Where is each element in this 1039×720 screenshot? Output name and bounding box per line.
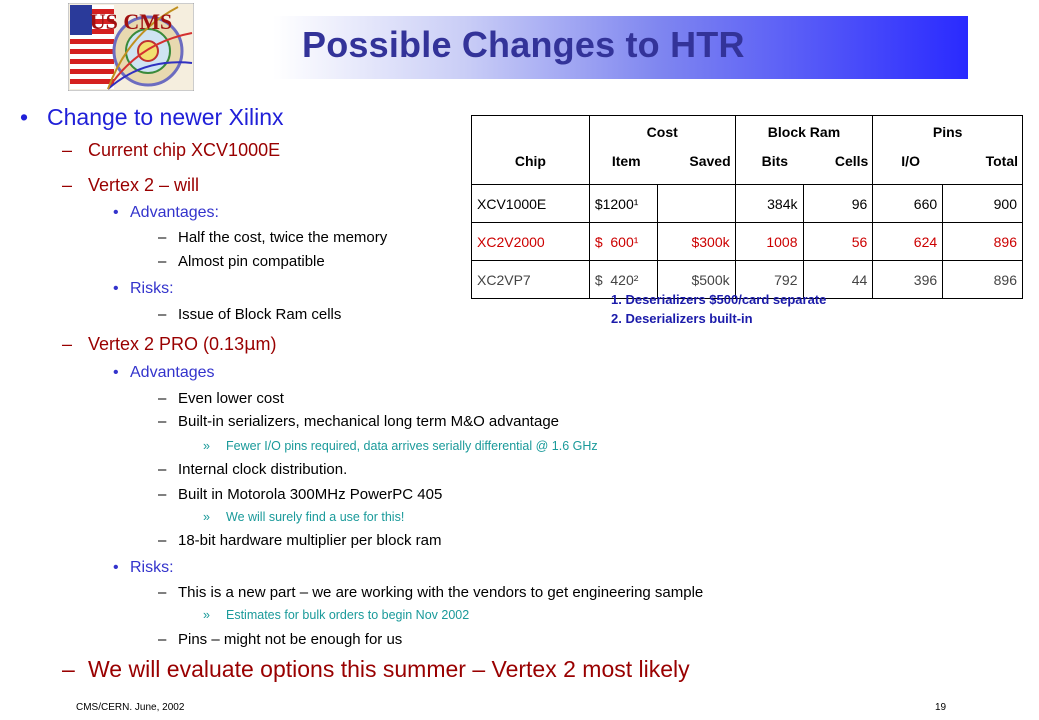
bullet-marker: – [158, 390, 167, 407]
table-cell: 384k [735, 185, 803, 223]
bullet-marker: • [113, 204, 119, 221]
header-cell [735, 116, 873, 185]
logo-text: US CMS [89, 9, 173, 34]
table-cell: 624 [873, 223, 943, 261]
bullet-level3 [113, 204, 219, 222]
bullet-level4 [158, 486, 442, 503]
bullet-marker: – [158, 532, 167, 549]
bullet-marker: • [113, 559, 119, 576]
bullet-marker: – [62, 140, 73, 160]
bullet-level3 [113, 280, 174, 298]
bullet-level4 [158, 306, 341, 323]
bullet-text: Half the cost, twice the memory [178, 229, 388, 246]
table-cell: $1200¹ [589, 185, 657, 223]
group-header: Cost [646, 124, 678, 140]
bullet-text: Vertex 2 – will [88, 175, 200, 195]
bullet-marker: • [20, 104, 29, 130]
bullet-text: We will surely find a use for this! [226, 510, 405, 524]
table-cell: $300k [657, 223, 735, 261]
table-cell: 660 [873, 185, 943, 223]
bullet-marker: – [158, 461, 167, 478]
group-header: Pins [932, 124, 963, 140]
table-cell: XC2V2000 [472, 223, 590, 261]
bullet-text: Issue of Block Ram cells [178, 306, 342, 323]
bullet-level4 [158, 253, 325, 270]
table-cell: 792 [735, 261, 803, 299]
bullet-marker: – [158, 631, 167, 648]
header-cell [873, 116, 1023, 185]
table-cell: 896 [943, 223, 1023, 261]
bullet-text: Almost pin compatible [178, 253, 325, 270]
bullet-text: m) [255, 334, 277, 354]
bullet-text: Pins – might not be enough for us [178, 631, 403, 648]
table-cell: 44 [803, 261, 873, 299]
bullet-level4 [158, 390, 284, 407]
bullet-marker: – [158, 253, 167, 270]
table-cell [657, 185, 735, 223]
bullet-marker: – [62, 334, 73, 354]
table-cell: 96 [803, 185, 873, 223]
bullet-text: Built in Motorola 300MHz PowerPC 405 [178, 486, 443, 503]
bullet-level4 [158, 584, 703, 601]
bullet-level4 [158, 631, 402, 648]
bullet-marker: – [158, 413, 167, 430]
bullet-level5 [203, 608, 469, 622]
bullet-level3 [113, 559, 174, 577]
bullet-marker: » [203, 608, 210, 622]
mu-symbol: μ [244, 334, 256, 355]
bullet-marker: » [203, 510, 210, 524]
bullet-text: Current chip XCV1000E [88, 140, 281, 160]
bullet-marker: » [203, 439, 210, 453]
table-cell: XCV1000E [472, 185, 590, 223]
bullet-text: Risks: [130, 559, 174, 576]
bullet-level2 [62, 175, 199, 196]
bullet-text: Built-in serializers, mechanical long term M&O advantage [178, 413, 559, 430]
bullet-level5 [203, 439, 598, 453]
chip-comparison-table [471, 115, 1023, 299]
bullet-marker: – [62, 175, 73, 195]
bullet-text: Advantages: [130, 204, 219, 221]
table-footnote: 2. Deserializers built-in [611, 311, 753, 326]
header-cell [589, 116, 735, 185]
column-header: Bits [761, 153, 789, 169]
bullet-level2 [62, 656, 690, 683]
table-cell: 396 [873, 261, 943, 299]
group-header: Block Ram [767, 124, 841, 140]
bullet-level4 [158, 461, 347, 478]
table-footnote: 1. Deserializers $500/card separate [611, 292, 827, 307]
table-cell: 1008 [735, 223, 803, 261]
uscms-logo [68, 3, 194, 91]
column-header: Total [985, 153, 1018, 169]
column-header: Cells [834, 153, 869, 169]
bullet-level2 [62, 140, 280, 161]
bullet-text: Internal clock distribution. [178, 461, 348, 478]
bullet-level4 [158, 532, 441, 549]
bullet-level3 [113, 364, 215, 382]
table-cell: $ 600¹ [589, 223, 657, 261]
bullet-marker: – [158, 584, 167, 601]
bullet-marker: – [62, 656, 75, 682]
bullet-level1 [20, 104, 284, 131]
table-cell: XC2VP7 [472, 261, 590, 299]
slide-number: 19 [935, 702, 947, 713]
column-header: Saved [689, 153, 731, 169]
table-row [472, 223, 1023, 261]
column-header: Item [611, 153, 641, 169]
bullet-text: Vertex 2 PRO (0.13 [88, 334, 245, 354]
bullet-text: Fewer I/O pins required, data arrives serially differential @ 1.6 GHz [226, 439, 598, 453]
bullet-text: Risks: [130, 280, 174, 297]
column-header: I/O [901, 153, 920, 169]
bullet-text: We will evaluate options this summer – Vertex 2 most likely [88, 656, 690, 682]
bullet-text: Even lower cost [178, 390, 284, 407]
column-header: Chip [514, 153, 546, 169]
table-cell: $ 420² [589, 261, 657, 299]
bullet-marker: – [158, 229, 167, 246]
bullet-text: Estimates for bulk orders to begin Nov 2002 [226, 608, 470, 622]
table-cell: 896 [943, 261, 1023, 299]
bullet-marker: • [113, 280, 119, 297]
bullet-text: Advantages [130, 364, 215, 381]
bullet-text: 18-bit hardware multiplier per block ram [178, 532, 442, 549]
table-header-row [472, 116, 1023, 185]
bullet-level4 [158, 229, 387, 246]
bullet-level5 [203, 510, 404, 524]
bullet-text: This is a new part – we are working with the vendors to get engineering sample [178, 584, 704, 601]
table-cell: $500k [657, 261, 735, 299]
bullet-level2 [62, 334, 277, 355]
bullet-marker: – [158, 306, 167, 323]
table-row [472, 185, 1023, 223]
header-cell [472, 116, 590, 185]
slide-title: Possible Changes to HTR [302, 24, 745, 65]
bullet-text: Change to newer Xilinx [47, 104, 284, 130]
bullet-marker: – [158, 486, 167, 503]
bullet-marker: • [113, 364, 119, 381]
table-cell: 56 [803, 223, 873, 261]
table-cell: 900 [943, 185, 1023, 223]
bullet-level4 [158, 413, 559, 430]
footer-text: CMS/CERN. June, 2002 [76, 702, 185, 713]
